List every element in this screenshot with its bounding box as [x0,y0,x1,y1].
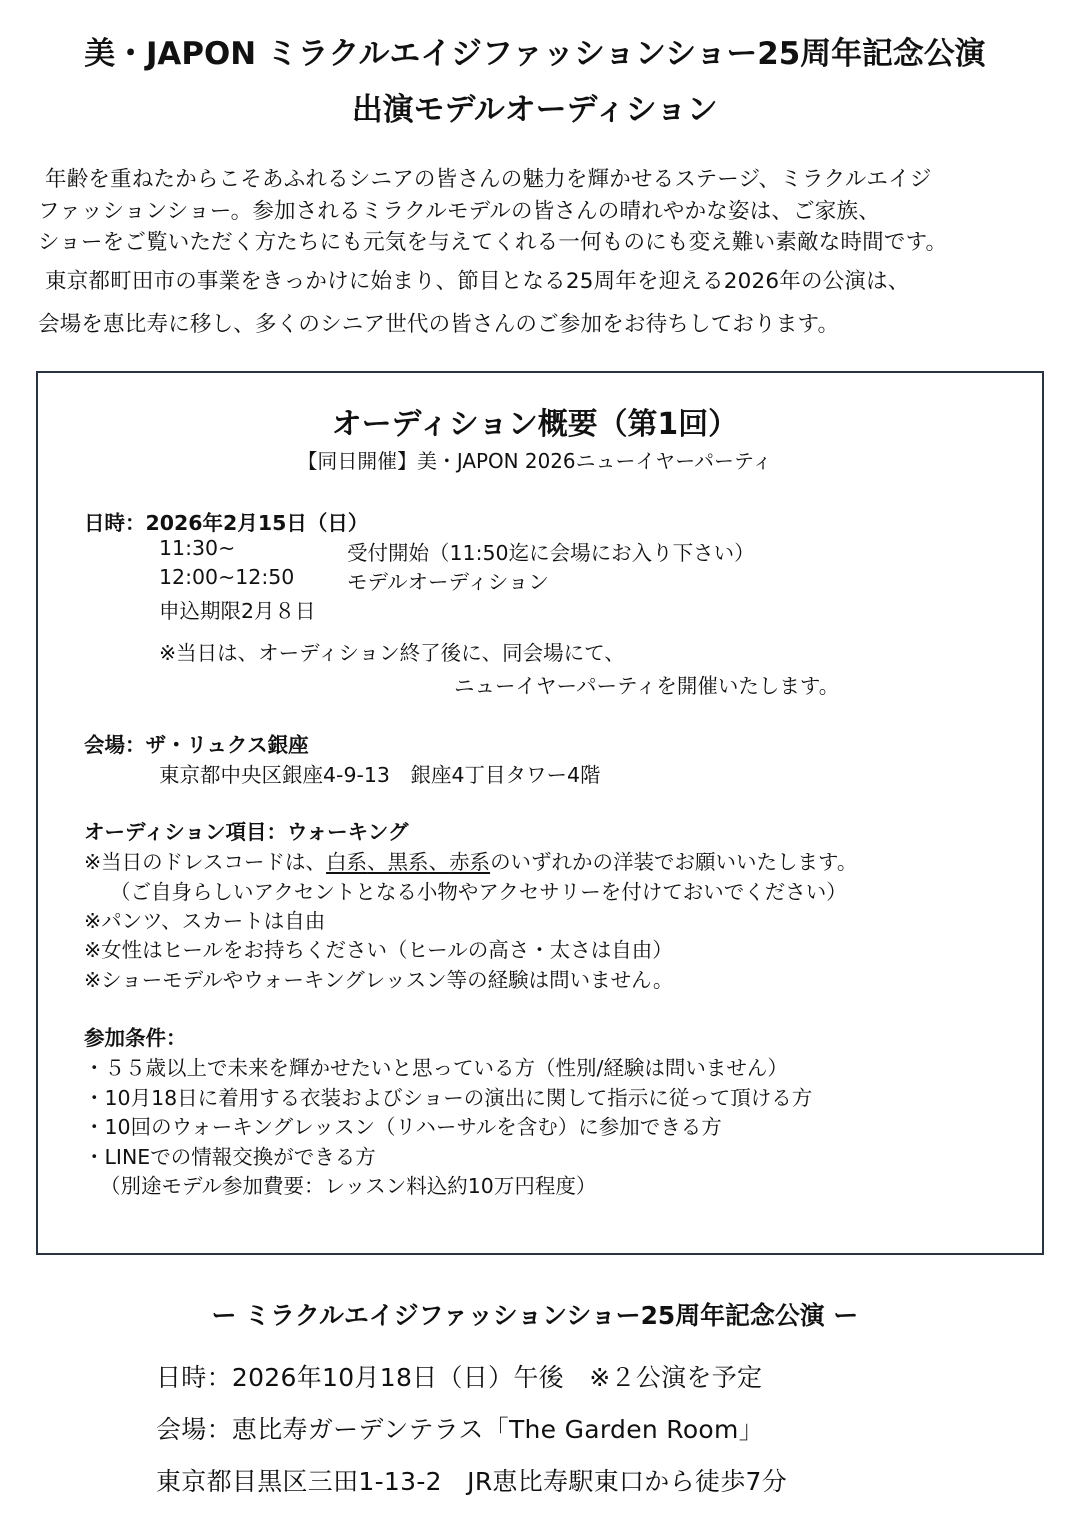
intro-line: ショーをご覧いただく方たちにも元気を与えてくれる一何ものにも変え難い素敵な時間です。 [38,230,948,255]
condition-item: ・10月18日に着用する衣装およびショーの演出に関して指示に従って頂ける方 [84,1086,813,1110]
overview-subtitle: 【同日開催】美・JAPON 2026ニューイヤーパーティ [297,449,773,473]
note-experience: ※ショーモデルやウォーキングレッスン等の経験は問いません。 [84,968,674,992]
party-note: ※当日は、オーディション終了後に、同会場にて、 [159,641,625,665]
party-note: ニューイヤーパーティを開催いたします。 [454,674,840,698]
condition-item: ・LINEでの情報交換ができる方 [84,1145,376,1169]
dress-code-text: ※当日のドレスコードは、 [84,850,327,874]
venue-address: 東京都中央区銀座4-9-13 銀座4丁目タワー4階 [159,763,601,787]
intro-line: 東京都町田市の事業をきっかけに始まり、節目となる25周年を迎える2026年の公演は、 [38,269,910,294]
participation-fee: （別途モデル参加費要：レッスン料込約10万円程度） [100,1174,597,1198]
condition-item: ・10回のウォーキングレッスン（リハーサルを含む）に参加できる方 [84,1115,722,1139]
note-pants: ※パンツ、スカートは自由 [84,909,326,933]
note-heels: ※女性はヒールをお持ちください（ヒールの高さ・太さは自由） [84,938,673,962]
venue-label: 会場：ザ・リュクス銀座 [84,733,309,757]
overview-title: オーディション概要（第1回） [331,407,738,442]
intro-line: 年齢を重ねたからこそあふれるシニアの皆さんの魅力を輝かせるステージ、ミラクルエイジ [38,167,932,192]
schedule-desc-1: 受付開始（11:50迄に会場にお入り下さい） [347,541,755,565]
dress-white: 白系 [326,850,368,874]
condition-item: ・５５歳以上で未来を輝かせたいと思っている方（性別/経験は問いません） [84,1056,788,1080]
page-subtitle: 出演モデルオーディション [351,92,718,128]
dress-separator: 、 [367,850,388,874]
dress-black: 黒系 [387,850,429,874]
page-title: 美・JAPON ミラクルエイジファッションショー25周年記念公演 [84,36,986,72]
show-date: 日時：2026年10月18日（日）午後 ※２公演を予定 [156,1363,763,1392]
intro-line: 会場を恵比寿に移し、多くのシニア世代の皆さんのご参加をお待ちしております。 [38,312,840,337]
audition-item-label: オーディション項目：ウォーキング [84,820,409,844]
show-venue: 会場：恵比寿ガーデンテラス「The Garden Room」 [156,1415,764,1444]
dress-note: （ご自身らしいアクセントとなる小物やアクセサリーを付けておいでください） [110,880,847,904]
schedule-desc-2: モデルオーディション [347,570,549,594]
intro-line: ファッションショー。参加されるミラクルモデルの皆さんの晴れやかな姿は、ご家族、 [38,199,880,224]
dress-red: 赤系 [449,850,491,874]
dress-code-text: のいずれかの洋装でお願いいたします。 [490,850,858,874]
dress-code [84,845,857,875]
conditions-label: 参加条件： [84,1026,187,1050]
schedule-time-2: 12:00~12:50 [159,565,295,589]
dress-separator: 、 [428,850,450,874]
show-address: 東京都目黒区三田1-13-2 JR恵比寿駅東口から徒歩7分 [156,1467,788,1496]
schedule-time-1: 11:30~ [159,536,236,560]
application-deadline: 申込期限2月８日 [159,599,316,623]
show-title: ー ミラクルエイジファッションショー25周年記念公演 ー [211,1301,859,1330]
date-label: 日時：2026年2月15日（日） [84,511,369,535]
